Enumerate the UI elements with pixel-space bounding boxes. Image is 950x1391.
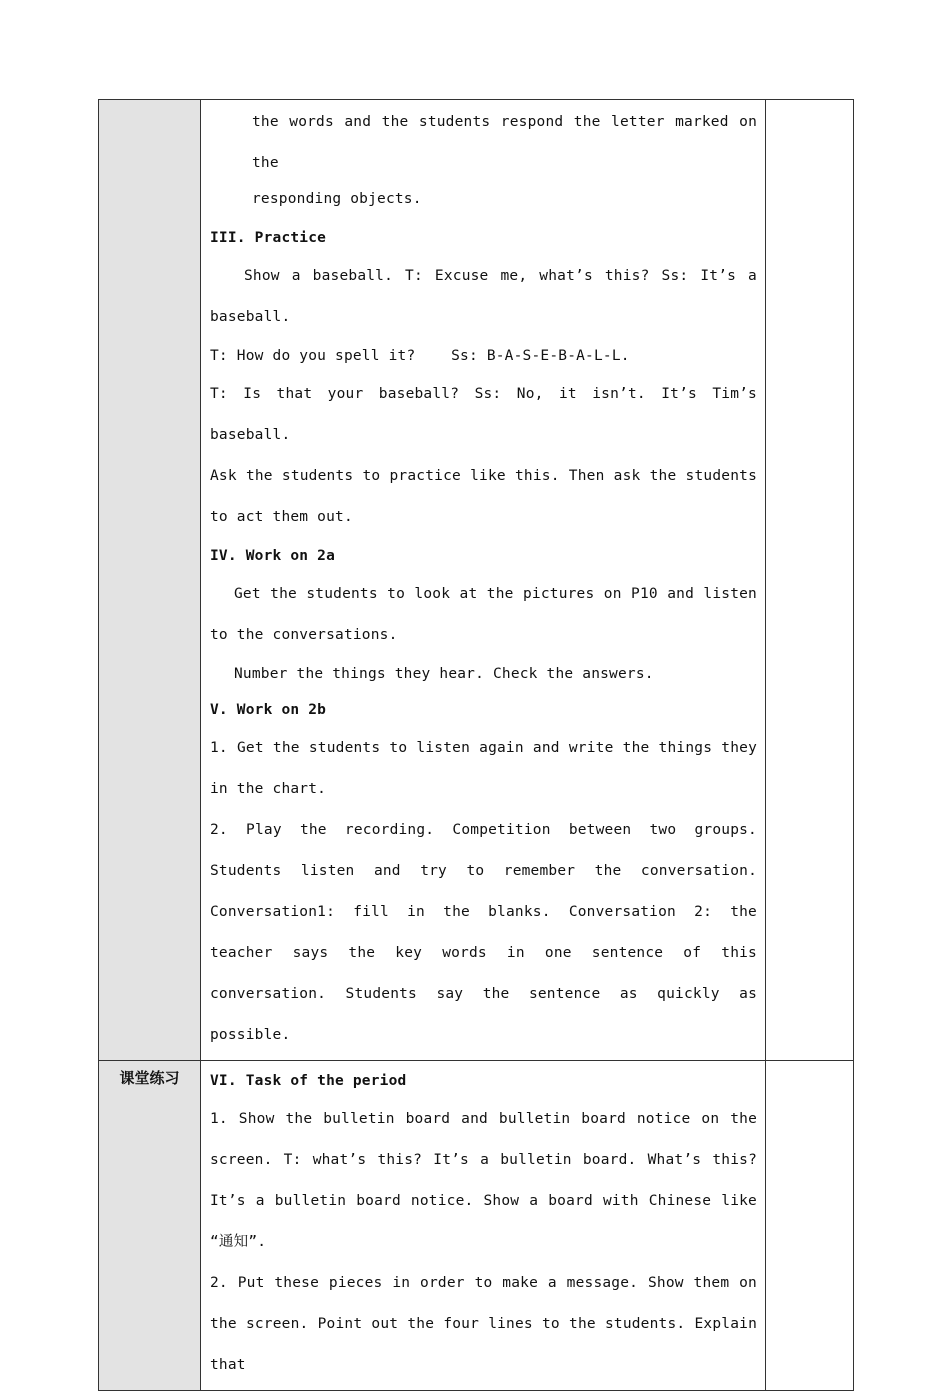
lesson-plan-table	[98, 99, 854, 1391]
notes-cell-class-practice	[766, 1061, 854, 1391]
table-row-class-practice	[99, 1061, 854, 1391]
task-heading: VI. Task of the period	[210, 1073, 407, 1089]
content-cell-procedure	[201, 100, 766, 1061]
work-2b-paragraph-2: 2. Play the recording. Competition between two groups. Students listen and try to remember the conversation. Conversation1: fill in the blanks. Conversation 2: the teacher says the key words in one sentence of this conversation. Students say the sentence as quickly as possible.	[210, 822, 757, 1043]
practice-paragraph-1: Show a baseball. T: Excuse me, what’s this? Ss: It’s a baseball.	[210, 268, 757, 325]
work-2b-heading: V. Work on 2b	[210, 702, 327, 718]
practice-heading: III. Practice	[210, 230, 327, 246]
work-2a-paragraph-1: Get the students to look at the pictures on P10 and listen to the conversations.	[210, 586, 757, 643]
work-2b-paragraph-1: 1. Get the students to listen again and write the things they in the chart.	[210, 740, 757, 797]
work-2a-heading: IV. Work on 2a	[210, 548, 336, 564]
intro-line-2: responding objects.	[252, 191, 422, 207]
content-cell-class-practice	[201, 1061, 766, 1391]
table-row-procedure	[99, 100, 854, 1061]
label-cell-class-practice: 课堂练习	[99, 1061, 201, 1391]
task-paragraph-1: 1. Show the bulletin board and bulletin board notice on the screen. T: what’s this? It’s a bulletin board. What’s this? It’s a bulletin board notice. Show a board with Chinese like “通知”.	[210, 1111, 757, 1250]
practice-paragraph-2: T: How do you spell it? Ss: B-A-S-E-B-A-L-L.	[210, 348, 630, 364]
notes-cell-procedure	[766, 100, 854, 1061]
label-cell-empty	[99, 100, 201, 1061]
practice-paragraph-3: T: Is that your baseball? Ss: No, it isn’t. It’s Tim’s baseball.	[210, 386, 757, 443]
practice-paragraph-4: Ask the students to practice like this. Then ask the students to act them out.	[210, 468, 757, 525]
task-paragraph-2: 2. Put these pieces in order to make a message. Show them on the screen. Point out the four lines to the students. Explain that	[210, 1275, 757, 1373]
work-2a-paragraph-2: Number the things they hear. Check the answers.	[234, 666, 654, 682]
intro-line-1: the words and the students respond the letter marked on the	[252, 114, 757, 171]
